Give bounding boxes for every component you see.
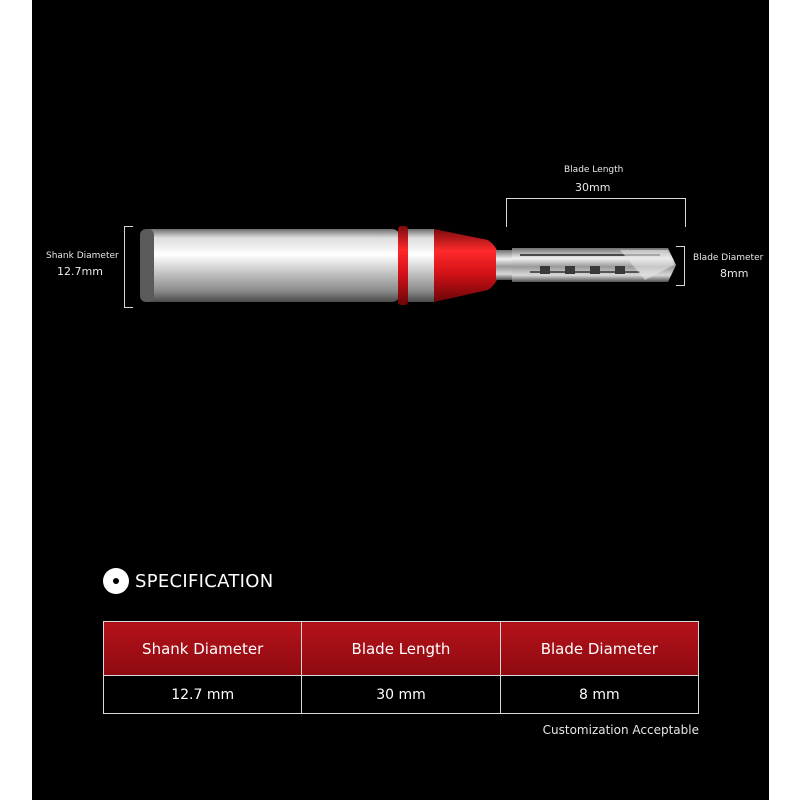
red-collar xyxy=(434,229,500,302)
blade-length-value: 30mm xyxy=(575,181,611,194)
blade-length-label: Blade Length xyxy=(564,165,624,175)
blade-length-bracket xyxy=(506,198,686,227)
blade-diameter-bracket xyxy=(676,246,685,286)
shank-diameter-label: Shank Diameter xyxy=(46,251,119,261)
specification-table xyxy=(103,621,699,714)
cutter-flutes xyxy=(496,248,676,282)
value-blade-diameter: 8 mm xyxy=(500,676,698,714)
table-header-row xyxy=(104,622,699,676)
blade-diameter-label: Blade Diameter xyxy=(693,253,764,263)
value-shank-diameter: 12.7 mm xyxy=(104,676,302,714)
blade-diameter-value: 8mm xyxy=(720,267,749,280)
header-blade-diameter: Blade Diameter xyxy=(500,622,698,676)
shank xyxy=(140,229,400,302)
red-ring xyxy=(398,226,408,305)
circle-bullet-icon xyxy=(103,568,129,594)
value-blade-length: 30 mm xyxy=(302,676,500,714)
customization-note: Customization Acceptable xyxy=(542,723,699,737)
header-shank-diameter: Shank Diameter xyxy=(104,622,302,676)
table-row xyxy=(104,676,699,714)
shank-diameter-bracket xyxy=(124,226,133,308)
shank-diameter-value: 12.7mm xyxy=(57,265,103,278)
specification-heading xyxy=(103,568,274,594)
specification-title: SPECIFICATION xyxy=(135,570,274,592)
header-blade-length: Blade Length xyxy=(302,622,500,676)
